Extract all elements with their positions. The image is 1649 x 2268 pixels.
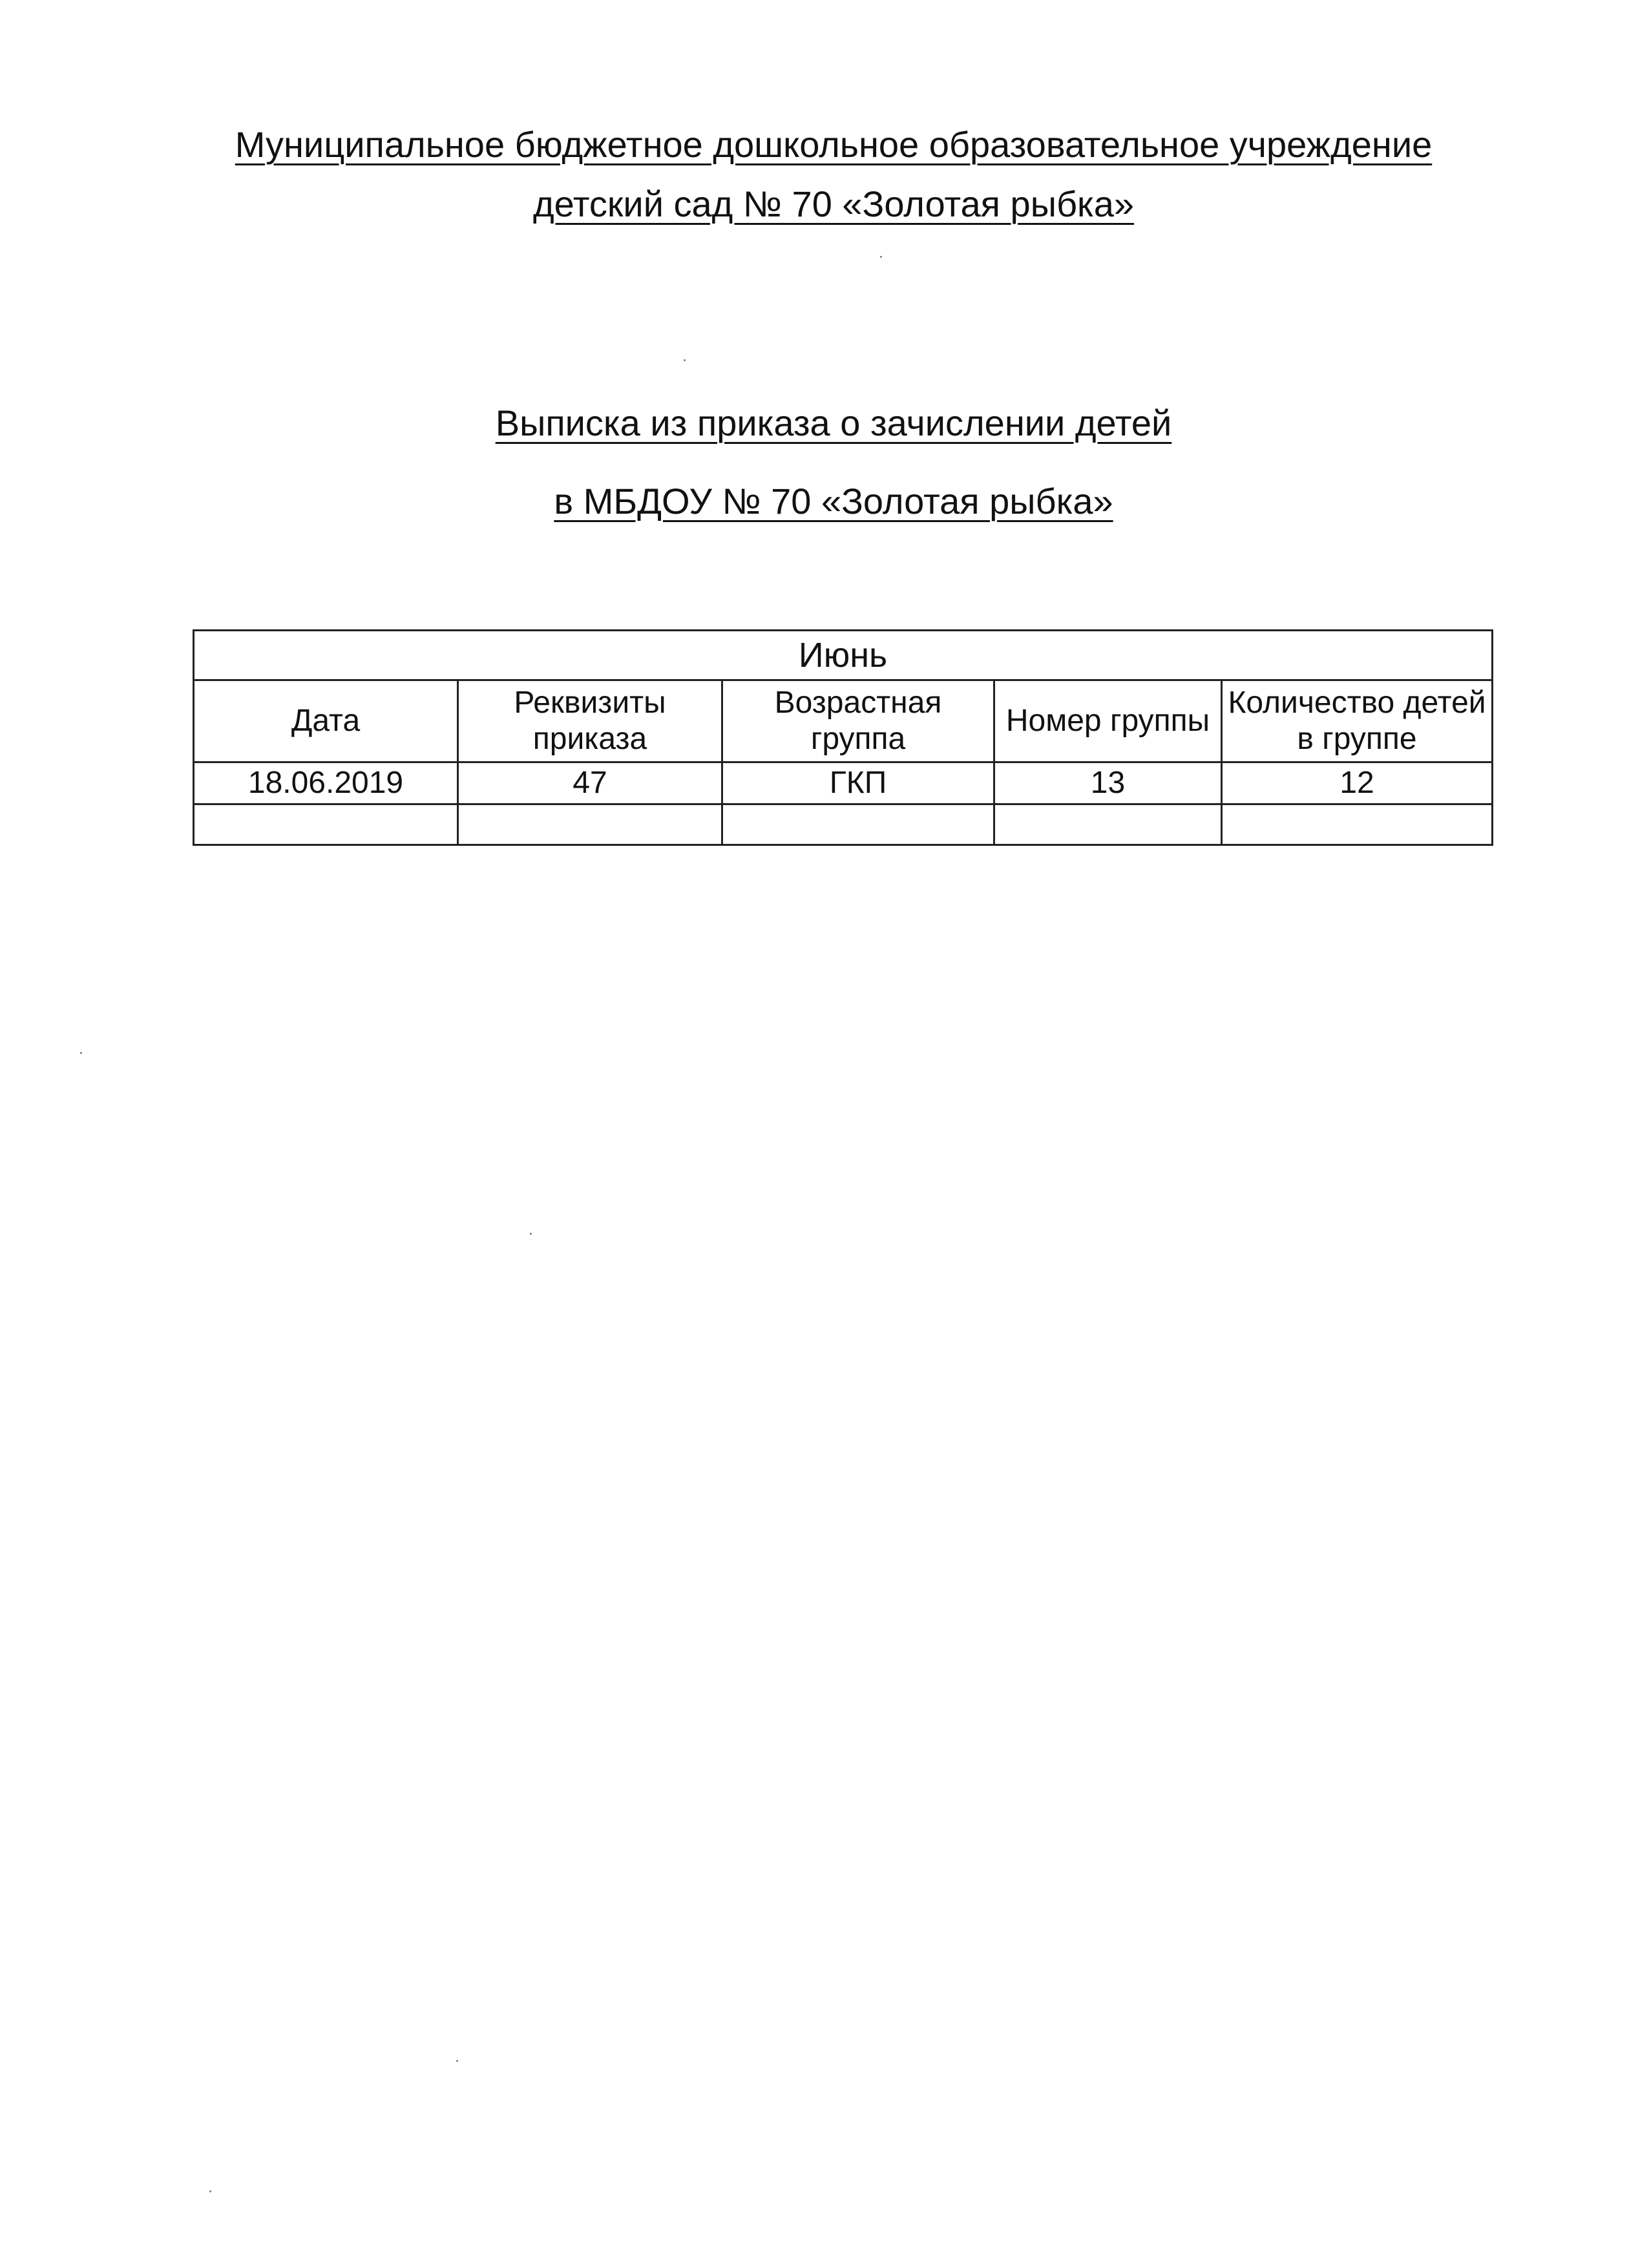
institution-name-line1: Муниципальное бюджетное дошкольное образовательное учреждение [235,124,1433,165]
institution-header [181,115,1486,234]
order-table-container [193,629,1491,846]
scan-speck [80,1052,82,1054]
scan-speck [456,2060,458,2062]
cell-empty [1222,804,1493,845]
column-header-age-group: Возрастная группа [722,680,994,762]
document-title-line1: Выписка из приказа о зачислении детей [495,403,1172,443]
scan-speck [530,1233,532,1235]
column-header-order-details: Реквизиты приказа [458,680,722,762]
table-row [194,762,1493,804]
cell-date: 18.06.2019 [194,762,458,804]
column-header-group-number: Номер группы [994,680,1222,762]
cell-group-number: 13 [994,762,1222,804]
cell-children-count: 12 [1222,762,1493,804]
document-title [181,402,1486,522]
table-row-empty [194,804,1493,845]
order-table [193,629,1493,846]
institution-name-line2: детский сад № 70 «Золотая рыбка» [532,184,1135,224]
cell-empty [722,804,994,845]
cell-empty [458,804,722,845]
column-header-date: Дата [194,680,458,762]
cell-age-group: ГКП [722,762,994,804]
scan-speck [209,2190,211,2192]
cell-empty [994,804,1222,845]
table-header-row [194,680,1493,762]
scan-speck [880,256,882,258]
document-title-line2: в МБДОУ № 70 «Золотая рыбка» [554,481,1113,521]
scan-speck [684,359,686,361]
cell-order-number: 47 [458,762,722,804]
column-header-children-count: Количество детей в группе [1222,680,1493,762]
cell-empty [194,804,458,845]
table-month-header: Июнь [194,631,1493,680]
table-month-row [194,631,1493,680]
